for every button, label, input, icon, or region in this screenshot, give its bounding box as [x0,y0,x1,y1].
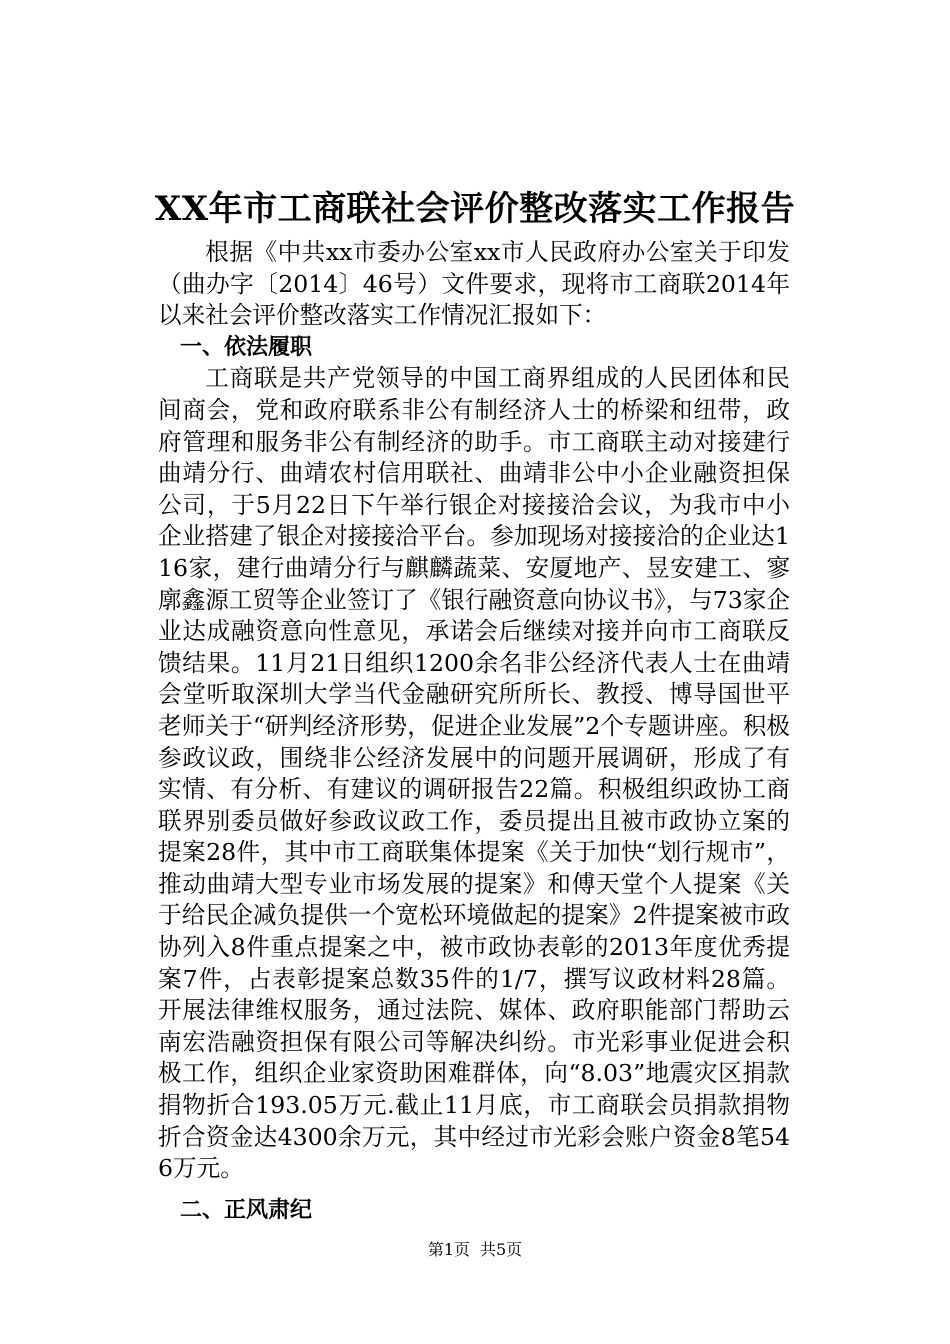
page-number: 第1页 [427,1240,470,1259]
document-title: XX年市工商联社会评价整改落实工作报告 [154,189,796,229]
document-body [158,237,790,1226]
intro-paragraph: 根据《中共xx市委办公室xx市人民政府办公室关于印发（曲办字〔2014〕46号）文件要求，现将市工商联2014年以来社会评价整改落实工作情况汇报如下： [158,238,790,330]
section-heading-2: 二、正风肃纪 [180,1197,313,1223]
section-1-paragraph: 工商联是共产党领导的中国工商界组成的人民团体和民间商会，党和政府联系非公有制经济人士的桥梁和纽带，政府管理和服务非公有制经济的助手。市工商联主动对接建行曲靖分行、曲靖农村信用联社、曲靖非公中小企业融资担保公司，于5月22日下午举行银企对接接洽会议，为我市中小企业搭建了银企对接接洽平台。参加现场对接接洽的企业达116家，建行曲靖分行与麒麟蔬菜、安厦地产、昱安建工、寥廓鑫源工贸等企业签订了《银行融资意向协议书》，与73家企业达成融资意向性意见，承诺会后继续对接并向市工商联反馈结果。11月21日组织1200余名非公经济代表人士在曲靖会堂听取深圳大学当代金融研究所所长、教授、博导国世平老师关于“研判经济形势，促进企业发展”2个专题讲座。积极参政议政，围绕非公经济发展中的问题开展调研，形成了有实情、有分析、有建议的调研报告22篇。积极组织政协工商联界别委员做好参政议政工作，委员提出且被市政协立案的提案28件，其中市工商联集体提案《关于加快“划行规市”，推动曲靖大型专业市场发展的提案》和傅天堂个人提案《关于给民企减负提供一个宽松环境做起的提案》2件提案被市政协列入8件重点提案之中，被市政协表彰的2013年度优秀提案7件，占表彰提案总数35件的1/7，撰写议政材料28篇。开展法律维权服务，通过法院、媒体、政府职能部门帮助云南宏浩融资担保有限公司等解决纠纷。市光彩事业促进会积极工作，组织企业家资助困难群体，向“8.03”地震灾区捐款捐物折合193.05万元.截止11月底，市工商联会员捐款捐物折合资金达4300余万元，其中经过市光彩会账户资金8笔546万元。 [158,364,790,1183]
page-total: 共5页 [480,1240,523,1259]
section-heading-1: 一、依法履职 [180,334,313,360]
page-footer [0,1239,950,1261]
